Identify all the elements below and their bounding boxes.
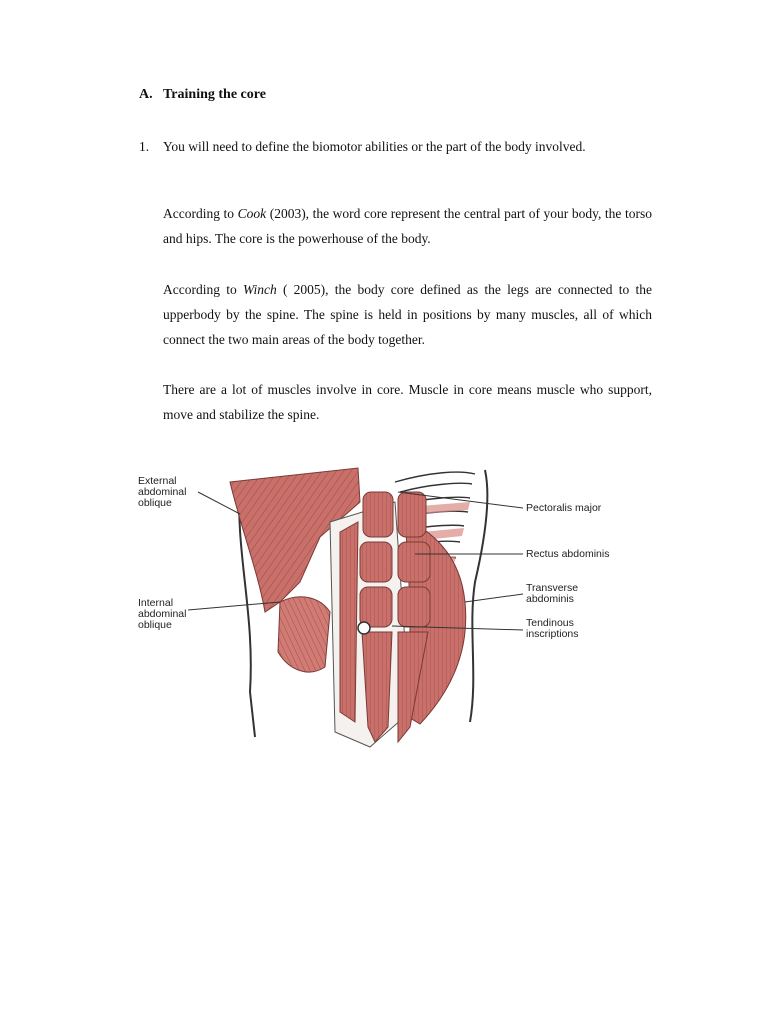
label-transverse-abdominis: Transverse abdominis	[526, 582, 579, 605]
p2-before: According to	[163, 282, 243, 297]
label-tendinous-inscriptions: Tendinous inscriptions	[526, 617, 579, 640]
paragraph-winch	[163, 277, 652, 352]
rectus-sheath-strip	[340, 522, 358, 722]
question-item	[139, 138, 599, 155]
p2-after: ( 2005), the body core defined as the legs are connected to the upperbody by the spine. The spine is held in positions by many muscles, all of which connect the two main areas of the body together.	[163, 282, 652, 347]
internal-oblique-muscle	[278, 597, 330, 672]
label-internal-oblique: Internal abdominal oblique	[138, 597, 187, 631]
navel	[358, 622, 370, 634]
question-text: You will need to define the biomotor abilities or the part of the body involved.	[163, 139, 586, 154]
label-external-oblique: External abdominal oblique	[138, 475, 187, 509]
paragraph-cook	[163, 201, 652, 251]
p1-before: According to	[163, 206, 238, 221]
torso-right-outline	[470, 470, 487, 722]
core-muscles-figure	[130, 462, 630, 752]
p1-after: (2003), the word core represent the central part of your body, the torso and hips. The core is the powerhouse of the body.	[163, 206, 652, 246]
label-rectus-abdominis: Rectus abdominis	[526, 548, 610, 560]
section-title: Training the core	[163, 87, 266, 102]
paragraph-core-muscles: There are a lot of muscles involve in core. Muscle in core means muscle who support, move and stabilize the spine.	[163, 382, 652, 422]
section-heading	[139, 87, 266, 103]
question-number: 1.	[139, 139, 150, 154]
p2-author: Winch	[242, 282, 277, 297]
p1-author: Cook	[237, 206, 267, 221]
section-marker: A.	[139, 87, 153, 102]
label-pectoralis-major: Pectoralis major	[526, 502, 602, 514]
